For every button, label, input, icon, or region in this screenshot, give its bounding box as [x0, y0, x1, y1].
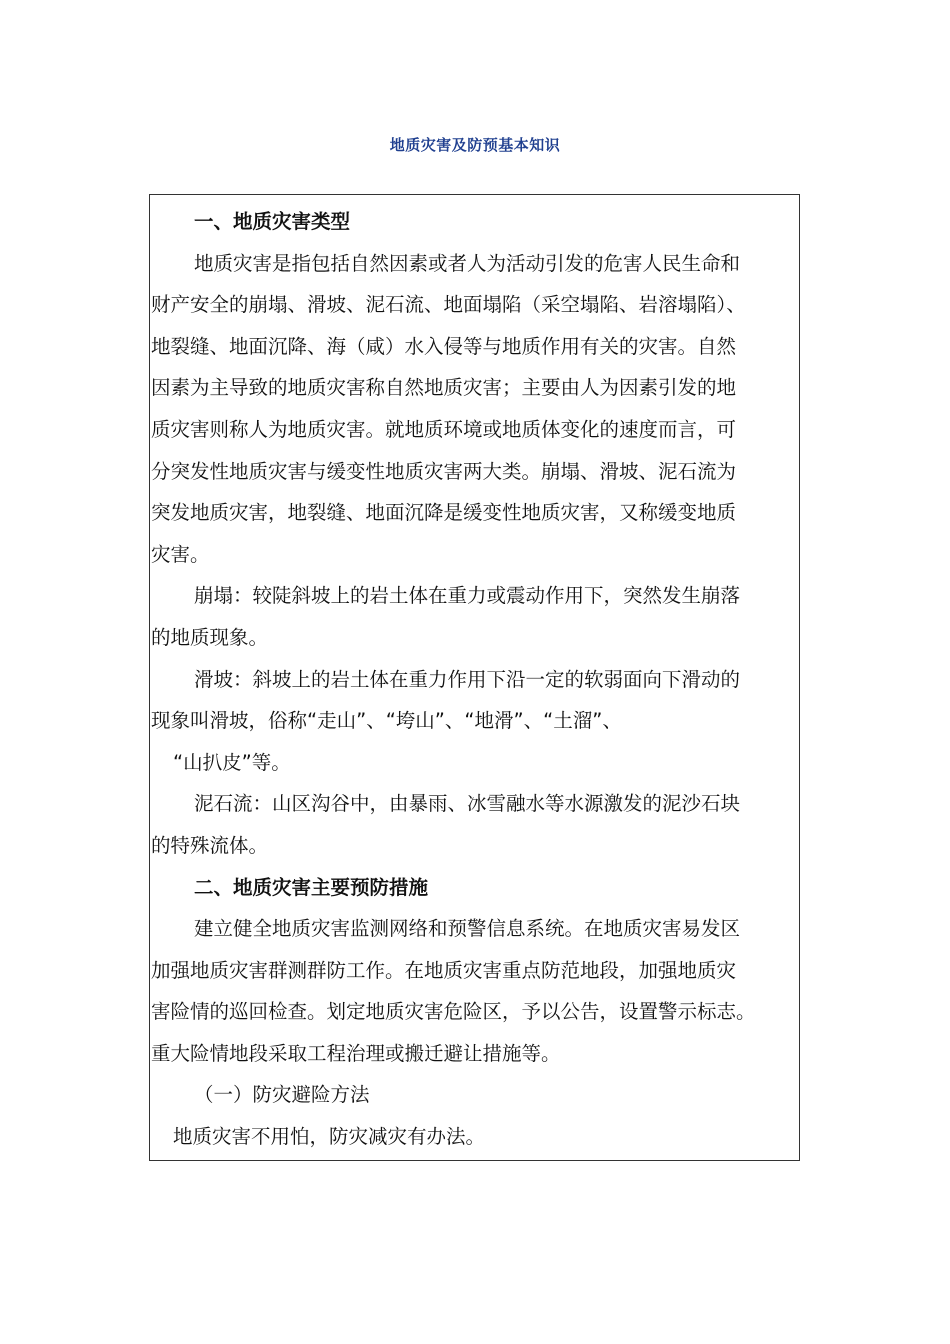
text-line: 地质灾害是指包括自然因素或者人为活动引发的危害人民生命和 — [194, 251, 741, 275]
text-line: 地裂缝、地面沉降、海（咸）水入侵等与地质作用有关的灾害。自然 — [151, 334, 737, 358]
section-heading: （一）防灾避险方法 — [194, 1083, 370, 1107]
section-heading: 一、地质灾害类型 — [194, 210, 351, 233]
text-line: 现象叫滑坡，俗称“走山”、“垮山”、“地滑”、“土溜”、 — [151, 709, 622, 733]
text-line: 突发地质灾害，地裂缝、地面沉降是缓变性地质灾害，又称缓变地质 — [151, 501, 737, 525]
text-line: 的地质现象。 — [151, 625, 269, 649]
text-line: 建立健全地质灾害监测网络和预警信息系统。在地质灾害易发区 — [194, 917, 741, 941]
text-line: 灾害。 — [151, 542, 210, 566]
text-line: 财产安全的崩塌、滑坡、泥石流、地面塌陷（采空塌陷、岩溶塌陷）、 — [151, 293, 746, 317]
text-line: 崩塌：较陡斜坡上的岩土体在重力或震动作用下，突然发生崩落 — [194, 584, 741, 608]
text-line: 地质灾害不用怕，防灾减灾有办法。 — [173, 1125, 486, 1149]
text-line: 分突发性地质灾害与缓变性地质灾害两大类。崩塌、滑坡、泥石流为 — [151, 459, 737, 483]
text-line: 泥石流：山区沟谷中，由暴雨、冰雪融水等水源激发的泥沙石块 — [194, 792, 741, 816]
text-line: 因素为主导致的地质灾害称自然地质灾害；主要由人为因素引发的地 — [151, 376, 737, 400]
text-line: 滑坡：斜坡上的岩土体在重力作用下沿一定的软弱面向下滑动的 — [194, 667, 741, 691]
text-line: “山扒皮”等。 — [173, 750, 291, 774]
content-box — [149, 194, 800, 1161]
section-heading: 二、地质灾害主要预防措施 — [194, 875, 429, 899]
content-body — [151, 201, 799, 1158]
text-line: 的特殊流体。 — [151, 833, 269, 857]
text-line: 质灾害则称人为地质灾害。就地质环境或地质体变化的速度而言，可 — [151, 417, 737, 441]
text-line: 加强地质灾害群测群防工作。在地质灾害重点防范地段，加强地质灾 — [151, 958, 737, 982]
page-title: 地质灾害及防预基本知识 — [389, 136, 561, 154]
text-line: 重大险情地段采取工程治理或搬迁避让措施等。 — [151, 1041, 561, 1065]
text-line: 害险情的巡回检查。划定地质灾害危险区，予以公告，设置警示标志。 — [151, 1000, 756, 1024]
